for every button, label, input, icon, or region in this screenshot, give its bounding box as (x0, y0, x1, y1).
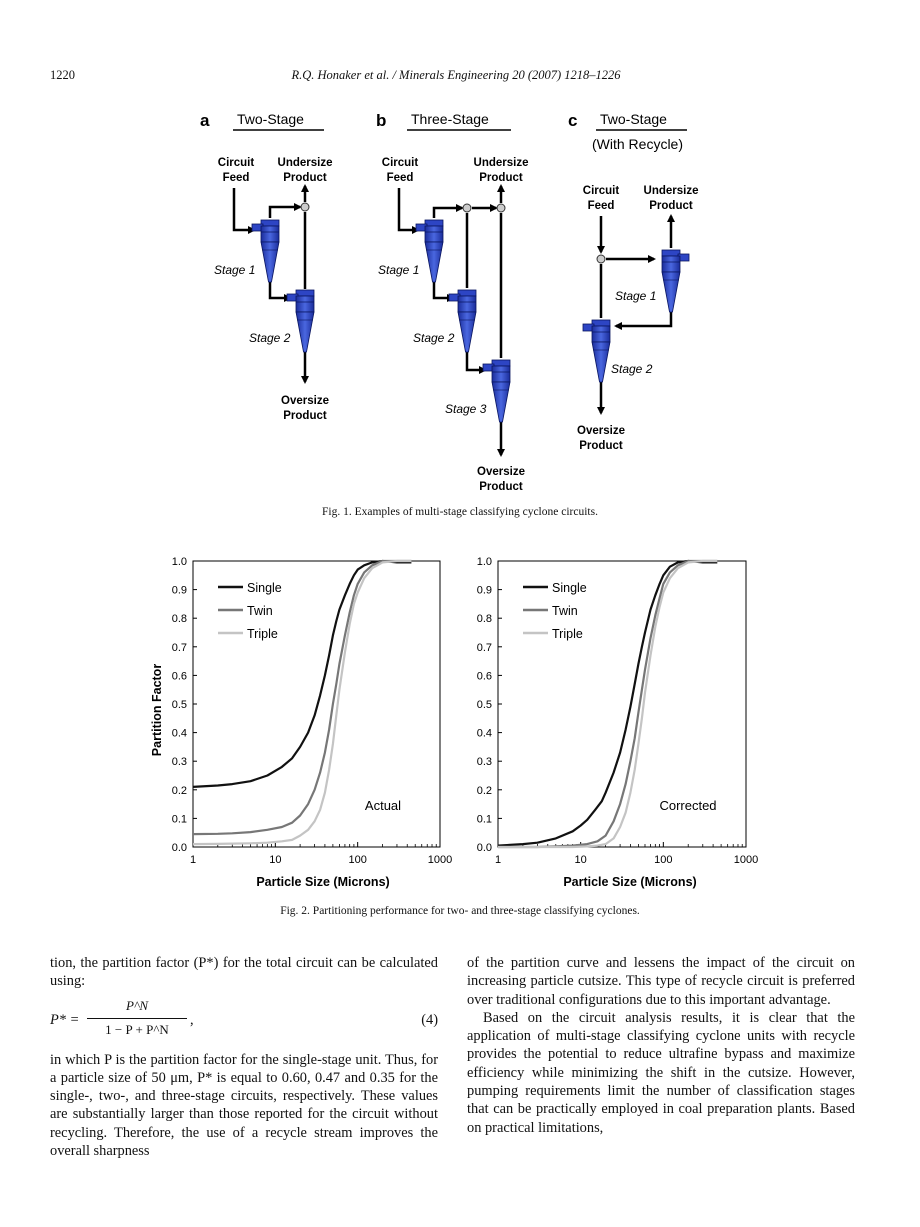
y-tick-label: 0.1 (171, 813, 187, 826)
panel-letter: a (200, 111, 210, 130)
oversize-label: Product (479, 481, 523, 493)
journal-citation: R.Q. Honaker et al. / Minerals Engineering 20 (2007) 1218–1226 (291, 68, 621, 82)
series-line (193, 561, 411, 787)
cyclone-icon (287, 290, 314, 352)
equation-number: (4) (421, 1011, 438, 1028)
x-tick-label: 100 (348, 854, 367, 866)
feed-label: Feed (587, 200, 615, 212)
stage-label: Stage 2 (249, 331, 291, 345)
oversize-label: Oversize (477, 466, 525, 478)
stage-label: Stage 1 (615, 289, 657, 303)
undersize-label: Product (283, 172, 327, 184)
undersize-label: Undersize (277, 157, 333, 169)
y-tick-label: 1.0 (476, 556, 492, 568)
x-tick-label: 10 (269, 854, 282, 866)
y-tick-label: 0.1 (476, 813, 492, 826)
y-tick-label: 0.4 (476, 727, 492, 740)
figure-2-caption: Fig. 2. Partitioning performance for two- and three-stage classifying cyclones. (280, 905, 640, 917)
x-tick-label: 1 (189, 854, 197, 866)
oversize-label: Product (283, 410, 327, 422)
feed-label: Feed (386, 172, 414, 184)
figure-1-diagram (190, 100, 730, 500)
paragraph: Based on the circuit analysis results, it is clear that the application of multi-stage classifying cyclone units with recycle provides the potential to reduce ultrafine bypass and maximize efficiency while minimizing the shift in the cutsize. However, pumping requirements limit the number of classification stages that can be practically employed in coal preparation plants. Based on practical limitations, (467, 1009, 855, 1136)
stage-label: Stage 3 (445, 402, 487, 416)
oversize-label: Oversize (281, 395, 329, 407)
equation-denominator: 1 − P + P^N (105, 1021, 169, 1037)
chart-annotation: Corrected (659, 798, 717, 813)
oversize-label: Product (579, 440, 623, 452)
y-tick-label: 0.5 (171, 699, 187, 711)
y-axis-label: Partition Factor (150, 663, 164, 757)
undersize-label: Undersize (643, 185, 699, 197)
y-tick-label: 0.0 (171, 842, 187, 854)
panel-a (200, 111, 332, 422)
paragraph: of the partition curve and lessens the impact of the circuit on increasing particle cutsize. This type of recycle circuit is preferred over traditional configurations due to this important advantage. (467, 955, 855, 1008)
x-axis-label: Particle Size (Microns) (563, 875, 697, 889)
legend-label: Single (247, 581, 282, 595)
y-tick-label: 0.7 (171, 641, 187, 654)
panel-title: Three-Stage (411, 111, 489, 127)
panel-b (376, 111, 528, 493)
legend-label: Twin (247, 604, 273, 618)
y-tick-label: 0.4 (171, 727, 187, 740)
legend-label: Single (552, 581, 587, 595)
cyclone-icon (252, 220, 279, 282)
y-tick-label: 0.8 (476, 613, 492, 626)
y-tick-label: 0.0 (476, 842, 492, 854)
paragraph: tion, the partition factor (P*) for the total circuit can be calculated using: (50, 955, 438, 990)
legend-label: Twin (552, 604, 578, 618)
y-tick-label: 0.7 (476, 641, 492, 654)
undersize-label: Product (649, 200, 693, 212)
panel-letter: c (568, 111, 578, 130)
equation-comma: , (190, 1011, 194, 1028)
panel-subtitle: (With Recycle) (592, 136, 684, 152)
y-tick-label: 0.8 (171, 613, 187, 626)
panel-title: Two-Stage (600, 111, 667, 127)
stage-label: Stage 2 (611, 362, 653, 376)
legend-label: Triple (247, 627, 278, 641)
panel-letter: b (376, 111, 387, 130)
y-tick-label: 0.6 (171, 670, 187, 683)
x-tick-label: 1000 (427, 854, 453, 866)
y-tick-label: 0.3 (476, 756, 492, 769)
cyclone-icon (662, 250, 689, 312)
x-tick-label: 10 (574, 854, 587, 866)
figure-1-caption: Fig. 1. Examples of multi-stage classifying cyclone circuits. (322, 506, 598, 518)
y-tick-label: 1.0 (171, 556, 187, 568)
feed-label: Circuit (381, 157, 419, 169)
feed-label: Circuit (217, 157, 255, 169)
undersize-label: Product (479, 172, 523, 184)
feed-label: Circuit (582, 185, 620, 197)
cyclone-icon (483, 360, 510, 422)
oversize-label: Oversize (577, 425, 625, 437)
chart-annotation: Actual (364, 798, 402, 813)
x-axis-label: Particle Size (Microns) (256, 875, 390, 889)
panel-title: Two-Stage (237, 111, 304, 127)
feed-label: Feed (222, 172, 250, 184)
equation-numerator: P^N (125, 997, 149, 1013)
left-column (50, 954, 438, 1160)
x-tick-label: 1000 (733, 854, 759, 866)
y-tick-label: 0.5 (476, 699, 492, 711)
y-tick-label: 0.3 (171, 756, 187, 769)
stage-label: Stage 1 (378, 263, 420, 277)
legend-label: Triple (552, 627, 583, 641)
x-tick-label: 1 (494, 854, 502, 866)
series-line (193, 561, 411, 834)
equation-lhs: P* = (50, 1011, 80, 1028)
cyclone-icon (583, 320, 610, 382)
stage-label: Stage 2 (413, 331, 455, 345)
y-tick-label: 0.2 (476, 784, 492, 797)
x-tick-label: 100 (654, 854, 673, 866)
plot-frame (193, 561, 440, 847)
panel-c (568, 111, 698, 452)
equation-4 (50, 997, 438, 1047)
right-column (467, 954, 855, 1137)
cyclone-icon (416, 220, 443, 282)
stage-label: Stage 1 (214, 263, 256, 277)
undersize-label: Undersize (473, 157, 529, 169)
figure-2-charts (140, 545, 780, 895)
page-number: 1220 (50, 68, 75, 82)
y-tick-label: 0.9 (171, 584, 187, 597)
paragraph: in which P is the partition factor for the single-stage unit. Thus, for a particle size of 50 μm, P* is equal to 0.60, 0.47 and 0.35 for the single-, two-, and three-stage circuits, respectively. These values are substantially larger than those reported for the circuit without recycling. Therefore, the use of a recycle stream improves the overall sharpness (50, 1051, 438, 1160)
y-tick-label: 0.2 (171, 784, 187, 797)
y-tick-label: 0.9 (476, 584, 492, 597)
y-tick-label: 0.6 (476, 670, 492, 683)
